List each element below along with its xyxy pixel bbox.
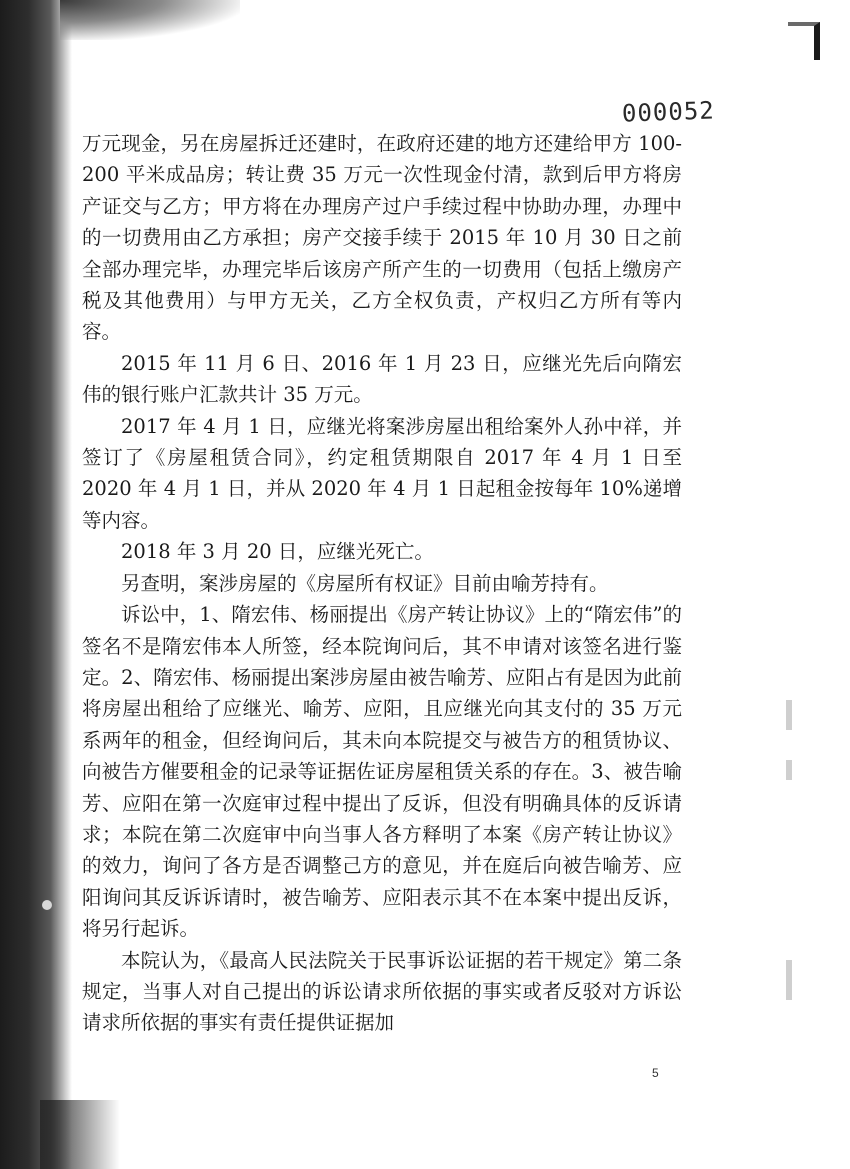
paragraph: 诉讼中，1、隋宏伟、杨丽提出《房产转让协议》上的“隋宏伟”的签名不是隋宏伟本人所签，经本院询问后，其不申请对该签名进行鉴定。2、隋宏伟、杨丽提出案涉房屋由被告喻芳、应阳占有是因为此前将房屋出租给了应继光、喻芳、应阳，且应继光向其支付的 35 万元系两年的租金，但经询问后，其未向本院提交与被告方的租赁协议、向被告方催要租金的记录等证据佐证房屋租赁关系的存在。3、被告喻芳、应阳在第一次庭审过程中提出了反诉，但没有明确具体的反诉请求；本院在第二次庭审中向当事人各方释明了本案《房产转让协议》的效力，询问了各方是否调整己方的意见，并在庭后向被告喻芳、应阳询问其反诉诉请时，被告喻芳、应阳表示其不在本案中提出反诉，将另行起诉。 <box>82 603 682 941</box>
paragraph: 2015 年 11 月 6 日、2016 年 1 月 23 日，应继光先后向隋宏伟的银行账户汇款共计 35 万元。 <box>82 351 682 407</box>
paragraph: 万元现金，另在房屋拆迁还建时，在政府还建的地方还建给甲方 100-200 平米成品房；转让费 35 万元一次性现金付清，款到后甲方将房产证交与乙方；甲方将在办理房产过户手续过程中协助办理，办理中的一切费用由乙方承担；房产交接手续于 2015 年 10 月 30 日之前全部办理完毕，办理完毕后该房产所产生的一切费用（包括上缴房产税及其他费用）与甲方无关，乙方全权负责，产权归乙方所有等内容。 <box>82 132 682 344</box>
corner-binding-mark <box>788 22 820 60</box>
paragraph: 2017 年 4 月 1 日，应继光将案涉房屋出租给案外人孙中祥，并签订了《房屋租赁合同》，约定租赁期限自 2017 年 4 月 1 日至 2020 年 4 月 1 日，并从 2020 年 4 月 1 日起租金按每年 10%递增等内容。 <box>82 414 682 532</box>
paragraph: 2018 年 3 月 20 日，应继光死亡。 <box>121 540 434 564</box>
binding-mark <box>786 700 792 730</box>
punch-hole-mark <box>42 900 52 910</box>
document-body <box>82 128 682 1039</box>
paragraph: 本院认为，《最高人民法院关于民事诉讼证据的若干规定》第二条规定，当事人对自己提出的诉讼请求所依据的事实或者反驳对方诉讼请求所依据的事实有责任提供证据加 <box>82 948 682 1035</box>
binding-mark <box>786 760 792 780</box>
page-number: 5 <box>652 1066 659 1080</box>
paragraph: 另查明，案涉房屋的《房屋所有权证》目前由喻芳持有。 <box>121 571 609 595</box>
binding-mark <box>786 960 792 1000</box>
scan-shadow-bottom <box>40 1100 120 1169</box>
archive-stamp-number: 000052 <box>621 96 716 128</box>
scan-shadow-left <box>0 0 72 1169</box>
scan-shadow-top <box>60 0 240 40</box>
